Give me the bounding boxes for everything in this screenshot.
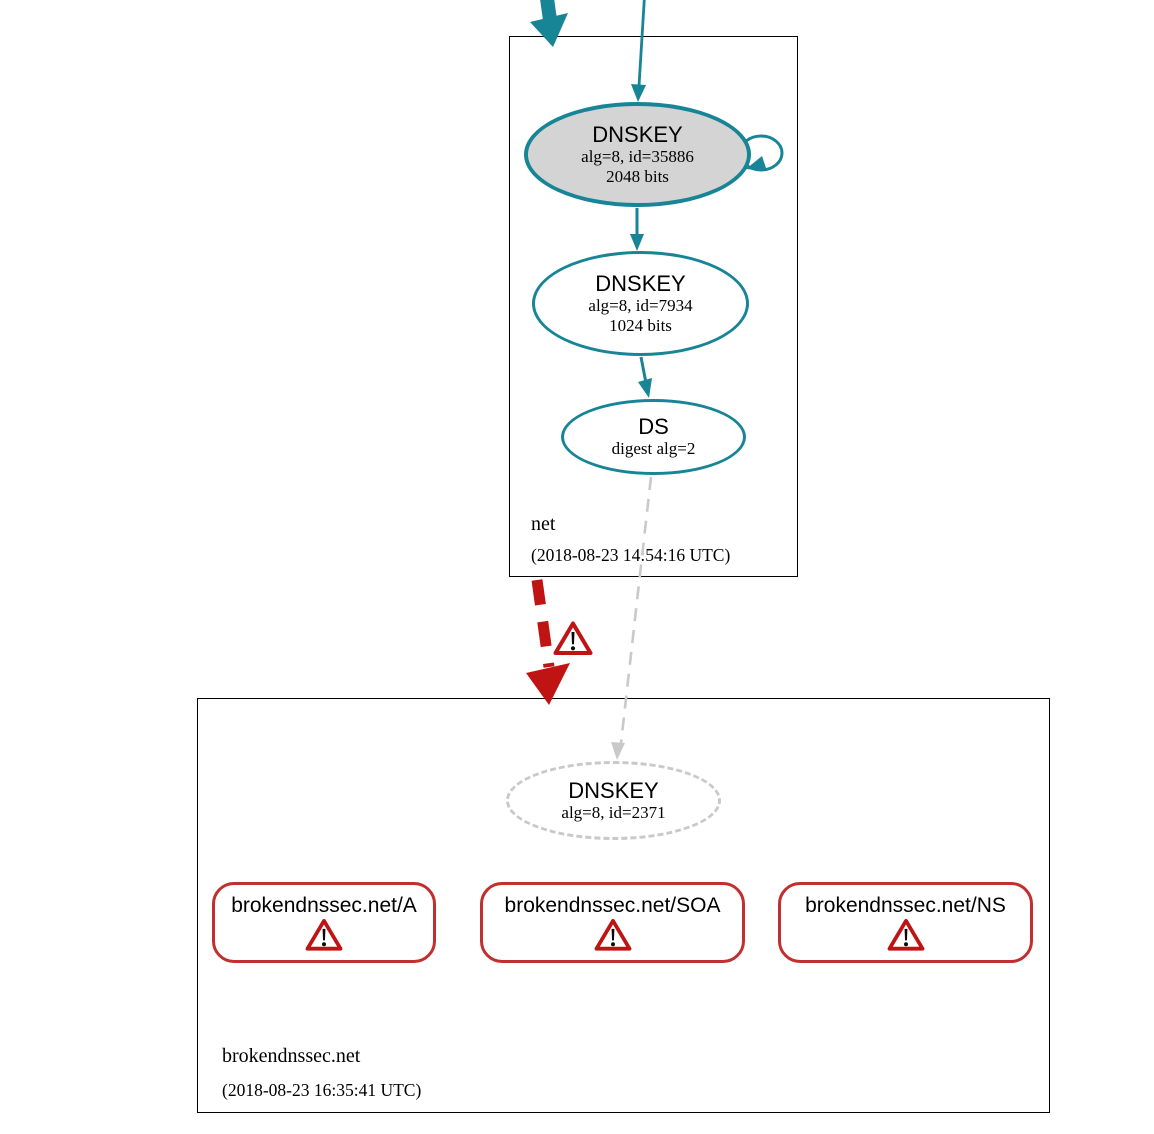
rrset-node-soa xyxy=(480,882,745,963)
rrset-label: brokendnssec.net/SOA xyxy=(504,893,721,917)
dnskey-node-ksk xyxy=(524,102,751,207)
node-bits: 2048 bits xyxy=(606,166,669,186)
rrset-node-a xyxy=(212,882,436,963)
ds-node xyxy=(561,399,746,475)
node-meta: alg=8, id=2371 xyxy=(561,802,666,822)
warning-icon xyxy=(553,620,593,657)
node-meta: digest alg=2 xyxy=(611,439,696,458)
node-title: DS xyxy=(638,414,669,439)
dnskey-node-broken xyxy=(506,761,721,840)
node-bits: 1024 bits xyxy=(609,315,672,335)
rrset-label: brokendnssec.net/NS xyxy=(805,893,1006,917)
warning-icon xyxy=(305,918,343,952)
dnskey-node-zsk xyxy=(532,251,749,356)
node-title: DNSKEY xyxy=(568,777,659,803)
warning-icon xyxy=(594,918,632,952)
node-title: DNSKEY xyxy=(592,121,683,147)
zone-timestamp-brokendnssec-net: (2018-08-23 16:35:41 UTC) xyxy=(222,1080,422,1100)
rrset-node-ns xyxy=(778,882,1033,963)
warning-icon xyxy=(887,918,925,952)
zone-name-brokendnssec-net: brokendnssec.net xyxy=(222,1045,361,1067)
zone-name-net: net xyxy=(531,513,556,535)
zone-timestamp-net: (2018-08-23 14:54:16 UTC) xyxy=(531,545,731,565)
rrset-label: brokendnssec.net/A xyxy=(231,893,417,917)
node-title: DNSKEY xyxy=(595,270,686,296)
node-meta: alg=8, id=35886 xyxy=(581,146,694,166)
node-meta: alg=8, id=7934 xyxy=(588,295,693,315)
